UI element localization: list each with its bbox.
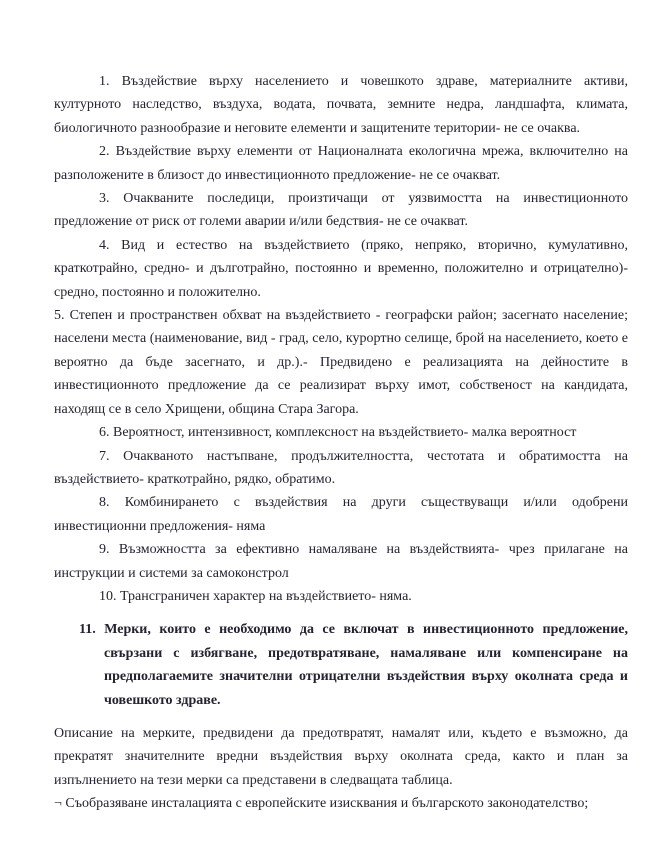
list-item-2: 2. Въздействие върху елементи от Националната екологична мрежа, включително на разположените в близост до инвестиционното предложение- не се очакват. [54, 144, 628, 183]
list-item-11-number: 11. [79, 622, 96, 638]
list-item-3: 3. Очакваните последици, произтичащи от уязвимостта на инвестиционното предложение от риск от големи аварии и/или бедствия- не се очакват. [54, 191, 628, 230]
list-item-7: 7. Очакваното настъпване, продължителността, честотата и обратимостта на въздействието- краткотрайно, рядко, обратимо. [54, 448, 628, 487]
list-item-9: 9. Възможността за ефективно намаляване на въздействията- чрез прилагане на инструкции и системи за самоконстрол [54, 542, 628, 581]
list-item-11 [54, 618, 628, 712]
measure-bullet-text: Съобразяване инсталацията с европейските изисквания и българското законодателство; [65, 796, 589, 812]
arrow-bullet-icon: ¬ [54, 796, 62, 812]
list-item-4: 4. Вид и естество на въздействието (пряко, непряко, вторично, кумулативно, краткотрайно, средно- и дълготрайно, постоянно и временно, положително и отрицателно)- средно, постоянно и положително. [54, 237, 628, 300]
list-item-8: 8. Комбинирането с въздействия на други съществуващи и/или одобрени инвестиционни предложения- няма [54, 495, 628, 534]
list-item-6: 6. Вероятност, интензивност, комплексност на въздействието- малка вероятност [99, 425, 577, 441]
list-item-10: 10. Трансграничен характер на въздействието- няма. [99, 588, 412, 604]
measure-bullet-line [54, 792, 628, 815]
list-item-5: 5. Степен и пространствен обхват на въздействието - географски район; засегнато население; населени места (наименование, вид - град, село, курортно селище, брой на населението, което е вероятно да бъде засегнато, и др.).- Предвидено е реализацията на дейностите в инвестиционното предложение да се реализират върху имот, собственост на кандидата, находящ се в село Хрищени, община Стара Загора. [54, 308, 628, 417]
measures-description: Описание на мерките, предвидени да предотвратят, намалят или, където е възможно, да прекратят значителните вредни въздействия върху околната среда, както и план за изпълнението на тези мерки са представени в следващата таблица. [54, 725, 628, 788]
list-item-1: 1. Въздействие върху населението и човешкото здраве, материалните активи, културното наследство, въздуха, водата, почвата, земните недра, ландшафта, климата, биологичното разнообразие и неговите елементи и защитените територии- не се очаква. [54, 74, 628, 136]
list-item-11-text: Мерки, които е необходимо да се включат в инвестиционното предложение, свързани с избягване, предотвратяване, намаляване или компенсиране на предполагаемите значителни отрицателни въздействия върху околната среда и човешкото здраве. [104, 622, 628, 708]
